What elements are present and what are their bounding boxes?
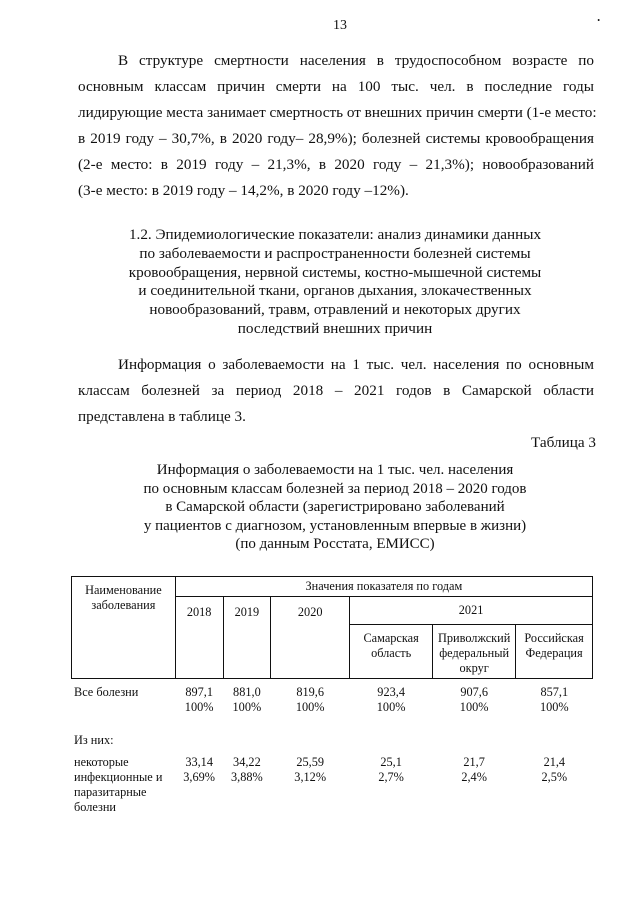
header-year-2021: 2021 <box>350 597 593 625</box>
cell <box>271 753 350 817</box>
cell <box>516 753 593 817</box>
table-caption <box>110 461 560 554</box>
cell-percent: 3,69% <box>183 769 216 784</box>
header-year-2018: 2018 <box>175 597 223 679</box>
cell-value: 881,0 <box>233 685 261 699</box>
cell-percent: 3,88% <box>231 769 263 784</box>
table-row <box>72 731 593 753</box>
header-region-volga: Приволжский федеральный округ <box>433 625 516 679</box>
heading-line: новообразований, травм, отравлений и некоторых других <box>149 301 521 319</box>
text-line: в 2019 году – 30,7%, в 2020 году– 28,9%); болезней системы кровообращения <box>78 130 594 147</box>
cell-value: 34,22 <box>233 754 261 769</box>
cell-value: 21,4 <box>543 754 566 769</box>
row-label: Из них: <box>74 732 114 747</box>
cell-value: 907,6 <box>460 685 488 699</box>
caption-line: Информация о заболеваемости на 1 тыс. чел. населения <box>156 462 514 478</box>
text-line: классам болезней за период 2018 – 2021 годов в Самарской области <box>78 382 594 399</box>
header-year-2019: 2019 <box>223 597 271 679</box>
cell-percent: 100% <box>295 700 325 714</box>
cell <box>350 679 433 731</box>
cell <box>271 679 350 731</box>
header-values-by-year: Значения показателя по годам <box>175 577 592 597</box>
morbidity-table <box>71 576 593 817</box>
text-line: В структуре смертности населения в трудоспособном возрасте по <box>118 52 594 69</box>
caption-line: по основным классам болезней за период 2018 – 2020 годов <box>143 480 527 497</box>
cell <box>175 753 223 817</box>
cell-percent: 100% <box>184 700 214 714</box>
cell <box>223 753 271 817</box>
header-year-2020: 2020 <box>271 597 350 679</box>
section-heading <box>100 226 570 339</box>
cell-percent: 100% <box>539 700 569 714</box>
cell-percent: 3,12% <box>294 769 327 784</box>
caption-line: (по данным Росстата, ЕМИСС) <box>235 536 435 553</box>
text-line: представлена в таблице 3. <box>78 408 246 425</box>
cell-percent: 100% <box>376 700 406 714</box>
cell-percent: 100% <box>232 700 262 714</box>
cell-percent: 2,5% <box>541 769 568 784</box>
cell <box>175 679 223 731</box>
paragraph-mortality <box>78 48 597 204</box>
cell <box>433 753 516 817</box>
cell-value: 857,1 <box>540 685 569 699</box>
table-row <box>72 753 593 817</box>
heading-line: по заболеваемости и распространенности болезней системы <box>139 244 531 262</box>
row-label: Все болезни <box>74 685 139 699</box>
text-line: лидирующие места занимает смертность от внешних причин смерти (1-е место: <box>78 104 597 121</box>
header-disease-name: Наименование заболевания <box>72 577 176 679</box>
page-number: 13 <box>333 18 347 33</box>
text-line: основным классам причин смерти на 100 тыс. чел. в последние годы <box>78 78 594 95</box>
cell-percent: 100% <box>459 700 489 714</box>
heading-line: и соединительной ткани, органов дыхания, злокачественных <box>138 282 532 300</box>
cell-value: 897,1 <box>185 685 213 699</box>
table-label: Таблица 3 <box>531 434 596 451</box>
cell-percent: 2,7% <box>378 769 404 784</box>
cell <box>350 753 433 817</box>
cell-value: 21,7 <box>463 754 485 769</box>
cell-value: 923,4 <box>377 685 405 699</box>
text-line: Информация о заболеваемости на 1 тыс. чел. населения по основным <box>118 356 594 373</box>
header-region-samara: Самарская область <box>350 625 433 679</box>
heading-line: 1.2. Эпидемиологические показатели: анализ динамики данных <box>128 226 542 243</box>
cell <box>516 679 593 731</box>
cell-value: 25,1 <box>380 754 402 769</box>
cell <box>433 679 516 731</box>
cell-value: 25,59 <box>296 754 325 769</box>
text-line: (2-е место: в 2019 году – 21,3%, в 2020 году – 21,3%); новообразований <box>78 156 594 173</box>
heading-line: кровообращения, нервной системы, костно-мышечной системы <box>128 263 542 281</box>
caption-line: у пациентов с диагнозом, установленным впервые в жизни) <box>143 517 527 534</box>
cell-percent: 2,4% <box>461 769 487 784</box>
text-line: (3-е место: в 2019 году – 14,2%, в 2020 году –12%). <box>78 182 409 199</box>
cell <box>223 679 271 731</box>
heading-line: последствий внешних причин <box>237 319 433 337</box>
scan-mark: • <box>597 16 600 25</box>
cell-value: 819,6 <box>296 685 325 699</box>
paragraph-table-intro <box>78 352 594 430</box>
table-row <box>72 679 593 731</box>
row-label: некоторые инфекционные и паразитарные болезни <box>74 754 163 814</box>
caption-line: в Самарской области (зарегистрировано заболеваний <box>165 499 505 516</box>
cell-value: 33,14 <box>185 754 213 769</box>
header-region-russia: Российская Федерация <box>516 625 593 679</box>
